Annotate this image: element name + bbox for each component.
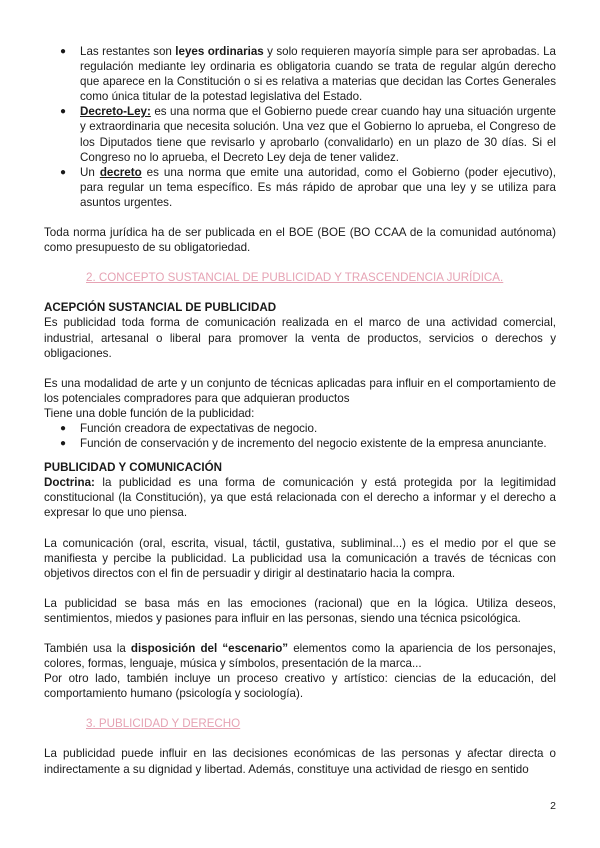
bullet-icon: ●: [60, 422, 67, 434]
paragraph-escenario: También usa la disposición del “escenario” elementos como la apariencia de los personajes, colores, formas, lenguaje, música y símbolos, presentación de la marca...: [44, 642, 556, 671]
list-item: ● Decreto-Ley: es una norma que el Gobierno puede crear cuando hay una situación urgente y extraordinaria que necesita solución. Una vez que el Gobierno lo aprueba, el Congreso de los Diputados tiene que revisarlo y aprobarlo (convalidarlo) en un plazo de 30 días. Si el Congreso no lo aprueba, el Decreto Ley deja de tener validez.: [60, 105, 556, 164]
subheading-publicidad-comunicacion: PUBLICIDAD Y COMUNICACIÓN: [44, 461, 222, 475]
paragraph-doble: Tiene una doble función de la publicidad:: [44, 406, 255, 420]
subheading-acepcion: ACEPCIÓN SUSTANCIAL DE PUBLICIDAD: [44, 301, 277, 315]
bullet-icon: ●: [60, 46, 67, 57]
list-item: ● Función de conservación y de incremento del negocio existente de la empresa anunciante.: [60, 437, 547, 451]
bullet-icon: ●: [60, 166, 67, 178]
document-page: [44, 44, 556, 777]
list-item: ● Las restantes son leyes ordinarias y solo requieren mayoría simple para ser aprobadas. La regulación mediante ley ordinaria es obligatoria cuando se trata de regular algún derecho que aparece en la Constitución o si es relativa a materias que decidan las Cortes Generales como única titular de la potestad legislativa del Estado.: [60, 45, 556, 104]
page-number: 2: [550, 800, 556, 812]
paragraph-acepcion: Es publicidad toda forma de comunicación realizada en el marco de una actividad comercial, industrial, artesanal o liberal para promover la venta de productos, servicios o derechos y obligaciones.: [44, 316, 556, 360]
functions-list: [44, 421, 556, 451]
paragraph-otro-lado: Por otro lado, también incluye un proceso creativo y artístico: ciencias de la educación, del comportamiento humano (psicología y sociología).: [44, 672, 556, 701]
bold-term: Decreto-Ley:: [80, 105, 151, 119]
section-heading-3: 3. PUBLICIDAD Y DERECHO: [86, 717, 241, 731]
section-heading-2: 2. CONCEPTO SUSTANCIAL DE PUBLICIDAD Y TRASCENDENCIA JURÍDICA.: [86, 271, 504, 285]
list-item: ● Un decreto es una norma que emite una autoridad, como el Gobierno (poder ejecutivo), para regular un tema específico. Es más rápido de aprobar que una ley y se utiliza para asuntos urgentes.: [60, 165, 556, 209]
paragraph-emociones: La publicidad se basa más en las emociones (racional) que en la lógica. Utiliza deseos, sentimientos, miedos y pasiones para influir en las personas, siendo una técnica psicológica.: [44, 596, 556, 625]
list-item: ● Función creadora de expectativas de negocio.: [60, 421, 318, 435]
paragraph-boe: Toda norma jurídica ha de ser publicada en el BOE (BOE (BO CCAA de la comunidad autónoma) como presupuesto de su obligatoriedad.: [44, 226, 556, 255]
paragraph-modalidad: Es una modalidad de arte y un conjunto de técnicas aplicadas para influir en el comportamiento de los potenciales compradores para que adquieran productos: [44, 376, 556, 405]
doctrina-label: Doctrina:: [44, 476, 95, 490]
paragraph-comunicacion: La comunicación (oral, escrita, visual, táctil, gustativa, subliminal...) es el medio por el que se manifiesta y percibe la publicidad. La publicidad usa la comunicación a través de técnicas con objetivos directos con el fin de persuadir y dirigir al destinatario hacia la compra.: [44, 536, 556, 580]
norms-list: [44, 44, 556, 210]
bold-term: leyes ordinarias: [175, 45, 264, 58]
bold-term: decreto: [99, 165, 142, 179]
bold-term: disposición del “escenario”: [130, 642, 289, 655]
bullet-icon: ●: [60, 106, 67, 118]
bullet-icon: ●: [60, 438, 67, 450]
paragraph-doctrina: Doctrina: la publicidad es una forma de comunicación y está protegida por la legitimidad constitucional (la Constitución), ya que está relacionada con el derecho a informar y el derecho a expresar lo que uno piensa.: [44, 476, 556, 520]
paragraph-derecho: La publicidad puede influir en las decisiones económicas de las personas y afectar directa o indirectamente a su dignidad y libertad. Además, constituye una actividad de riesgo en sentido: [44, 747, 556, 776]
